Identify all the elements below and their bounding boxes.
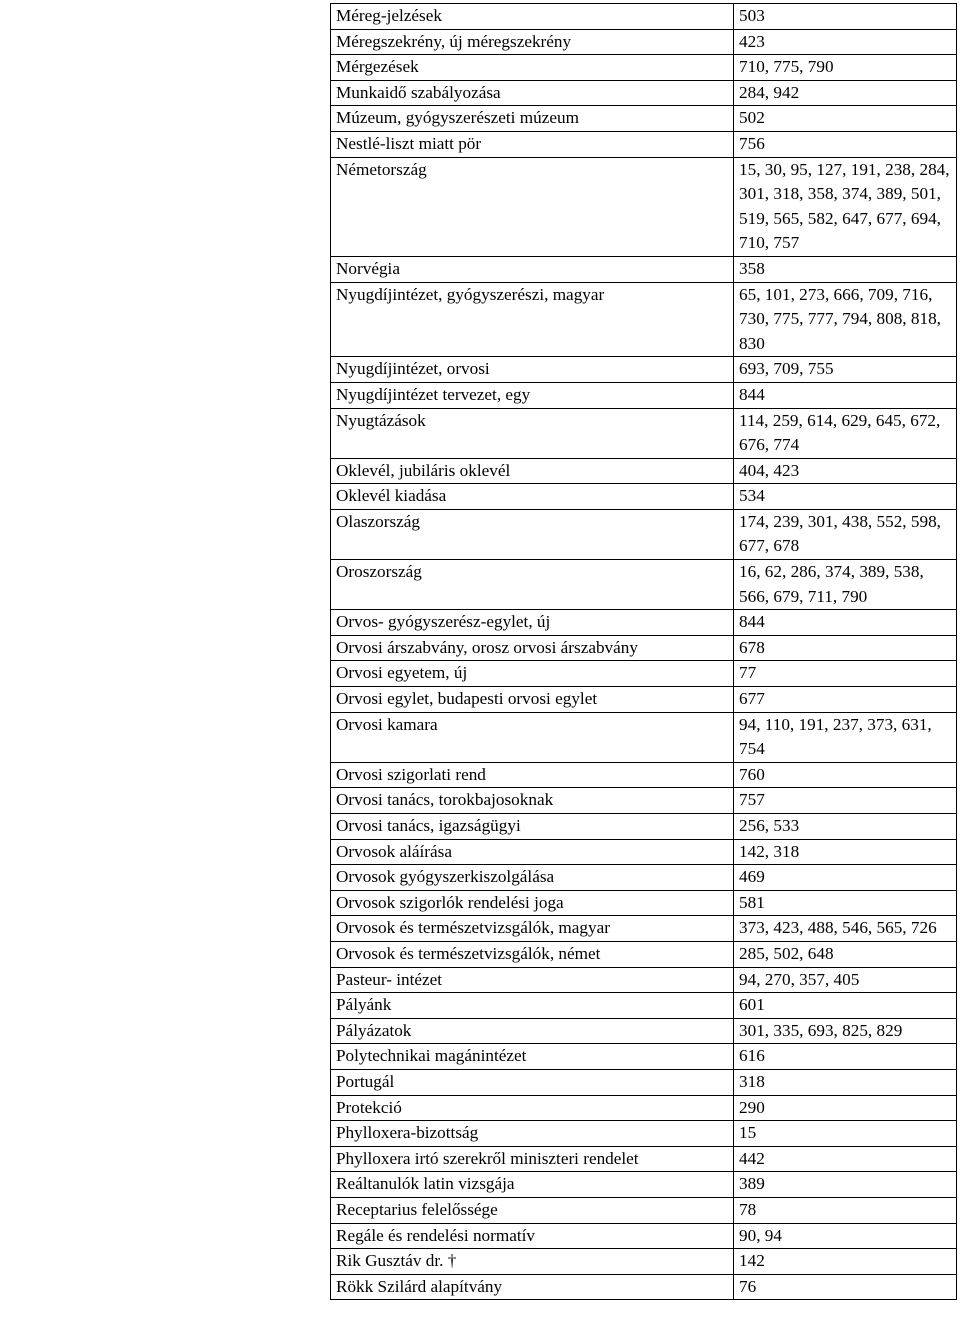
index-term: Nestlé-liszt miatt pör <box>331 131 734 157</box>
index-pages: 94, 270, 357, 405 <box>734 967 957 993</box>
index-table <box>330 3 957 1300</box>
index-pages: 284, 942 <box>734 80 957 106</box>
index-row <box>331 382 957 408</box>
index-pages: 677 <box>734 687 957 713</box>
index-term: Mérgezések <box>331 55 734 81</box>
index-term: Oroszország <box>331 560 734 610</box>
index-row <box>331 610 957 636</box>
index-term: Orvosi egylet, budapesti orvosi egylet <box>331 687 734 713</box>
index-pages: 693, 709, 755 <box>734 357 957 383</box>
index-pages: 114, 259, 614, 629, 645, 672, 676, 774 <box>734 408 957 458</box>
index-row <box>331 1146 957 1172</box>
index-row <box>331 762 957 788</box>
index-term: Norvégia <box>331 256 734 282</box>
index-pages: 94, 110, 191, 237, 373, 631, 754 <box>734 712 957 762</box>
index-term: Orvosi árszabvány, orosz orvosi árszabvány <box>331 635 734 661</box>
index-term: Phylloxera irtó szerekről miniszteri rendelet <box>331 1146 734 1172</box>
index-term: Protekció <box>331 1095 734 1121</box>
index-pages: 389 <box>734 1172 957 1198</box>
index-row <box>331 788 957 814</box>
index-pages: 757 <box>734 788 957 814</box>
index-term: Orvosi egyetem, új <box>331 661 734 687</box>
index-term: Méregszekrény, új méregszekrény <box>331 29 734 55</box>
index-body <box>331 4 957 1300</box>
index-term: Méreg-jelzések <box>331 4 734 30</box>
index-pages: 373, 423, 488, 546, 565, 726 <box>734 916 957 942</box>
index-row <box>331 131 957 157</box>
index-pages: 404, 423 <box>734 458 957 484</box>
index-pages: 503 <box>734 4 957 30</box>
index-pages: 844 <box>734 382 957 408</box>
index-pages: 77 <box>734 661 957 687</box>
index-row <box>331 993 957 1019</box>
index-term: Orvos- gyógyszerész-egylet, új <box>331 610 734 636</box>
index-pages: 318 <box>734 1069 957 1095</box>
index-pages: 616 <box>734 1044 957 1070</box>
index-row <box>331 967 957 993</box>
index-row <box>331 687 957 713</box>
index-term: Munkaidő szabályozása <box>331 80 734 106</box>
index-pages: 358 <box>734 256 957 282</box>
index-term: Orvosok és természetvizsgálók, magyar <box>331 916 734 942</box>
index-row <box>331 1044 957 1070</box>
index-term: Nyugdíjintézet tervezet, egy <box>331 382 734 408</box>
index-term: Regále és rendelési normatív <box>331 1223 734 1249</box>
index-term: Reáltanulók latin vizsgája <box>331 1172 734 1198</box>
index-term: Orvosi tanács, igazságügyi <box>331 814 734 840</box>
index-term: Orvosok aláírása <box>331 839 734 865</box>
index-pages: 601 <box>734 993 957 1019</box>
index-pages: 581 <box>734 890 957 916</box>
index-row <box>331 839 957 865</box>
index-term: Oklevél, jubiláris oklevél <box>331 458 734 484</box>
index-pages: 301, 335, 693, 825, 829 <box>734 1018 957 1044</box>
index-term: Olaszország <box>331 509 734 559</box>
index-row <box>331 106 957 132</box>
index-row <box>331 509 957 559</box>
index-row <box>331 941 957 967</box>
index-term: Pasteur- intézet <box>331 967 734 993</box>
index-term: Orvosi szigorlati rend <box>331 762 734 788</box>
index-row <box>331 814 957 840</box>
index-row <box>331 1274 957 1300</box>
index-row <box>331 1121 957 1147</box>
index-row <box>331 458 957 484</box>
index-row <box>331 1249 957 1275</box>
index-row <box>331 1223 957 1249</box>
index-term: Receptarius felelőssége <box>331 1197 734 1223</box>
index-term: Nyugdíjintézet, orvosi <box>331 357 734 383</box>
index-pages: 442 <box>734 1146 957 1172</box>
index-pages: 502 <box>734 106 957 132</box>
index-term: Nyugtázások <box>331 408 734 458</box>
index-term: Rik Gusztáv dr. † <box>331 1249 734 1275</box>
index-term: Pályázatok <box>331 1018 734 1044</box>
index-row <box>331 408 957 458</box>
index-term: Nyugdíjintézet, gyógyszerészi, magyar <box>331 282 734 357</box>
index-row <box>331 916 957 942</box>
index-pages: 423 <box>734 29 957 55</box>
index-row <box>331 1172 957 1198</box>
index-row <box>331 661 957 687</box>
index-row <box>331 157 957 256</box>
index-pages: 290 <box>734 1095 957 1121</box>
index-term: Orvosok szigorlók rendelési joga <box>331 890 734 916</box>
index-row <box>331 282 957 357</box>
index-row <box>331 357 957 383</box>
index-pages: 710, 775, 790 <box>734 55 957 81</box>
index-term: Rökk Szilárd alapítvány <box>331 1274 734 1300</box>
index-row <box>331 560 957 610</box>
index-term: Németország <box>331 157 734 256</box>
index-row <box>331 1018 957 1044</box>
index-term: Portugál <box>331 1069 734 1095</box>
index-term: Pályánk <box>331 993 734 1019</box>
index-row <box>331 256 957 282</box>
index-row <box>331 4 957 30</box>
index-term: Polytechnikai magánintézet <box>331 1044 734 1070</box>
index-row <box>331 1197 957 1223</box>
index-pages: 15 <box>734 1121 957 1147</box>
index-pages: 469 <box>734 865 957 891</box>
index-pages: 534 <box>734 484 957 510</box>
index-row <box>331 55 957 81</box>
index-term: Orvosi kamara <box>331 712 734 762</box>
index-pages: 760 <box>734 762 957 788</box>
index-pages: 678 <box>734 635 957 661</box>
index-row <box>331 712 957 762</box>
index-pages: 844 <box>734 610 957 636</box>
index-pages: 174, 239, 301, 438, 552, 598, 677, 678 <box>734 509 957 559</box>
index-pages: 90, 94 <box>734 1223 957 1249</box>
index-pages: 285, 502, 648 <box>734 941 957 967</box>
index-pages: 78 <box>734 1197 957 1223</box>
index-row <box>331 1095 957 1121</box>
index-pages: 76 <box>734 1274 957 1300</box>
index-pages: 256, 533 <box>734 814 957 840</box>
index-row <box>331 1069 957 1095</box>
index-term: Orvosi tanács, torokbajosoknak <box>331 788 734 814</box>
index-row <box>331 890 957 916</box>
index-pages: 15, 30, 95, 127, 191, 238, 284, 301, 318, 358, 374, 389, 501, 519, 565, 582, 647, 677, 694, 710, 757 <box>734 157 957 256</box>
index-term: Múzeum, gyógyszerészeti múzeum <box>331 106 734 132</box>
index-pages: 142, 318 <box>734 839 957 865</box>
index-pages: 756 <box>734 131 957 157</box>
index-term: Oklevél kiadása <box>331 484 734 510</box>
index-pages: 65, 101, 273, 666, 709, 716, 730, 775, 777, 794, 808, 818, 830 <box>734 282 957 357</box>
index-row <box>331 484 957 510</box>
index-pages: 16, 62, 286, 374, 389, 538, 566, 679, 711, 790 <box>734 560 957 610</box>
index-term: Orvosok gyógyszerkiszolgálása <box>331 865 734 891</box>
index-row <box>331 80 957 106</box>
index-row <box>331 865 957 891</box>
index-row <box>331 635 957 661</box>
index-term: Phylloxera-bizottság <box>331 1121 734 1147</box>
index-pages: 142 <box>734 1249 957 1275</box>
index-row <box>331 29 957 55</box>
index-term: Orvosok és természetvizsgálók, német <box>331 941 734 967</box>
